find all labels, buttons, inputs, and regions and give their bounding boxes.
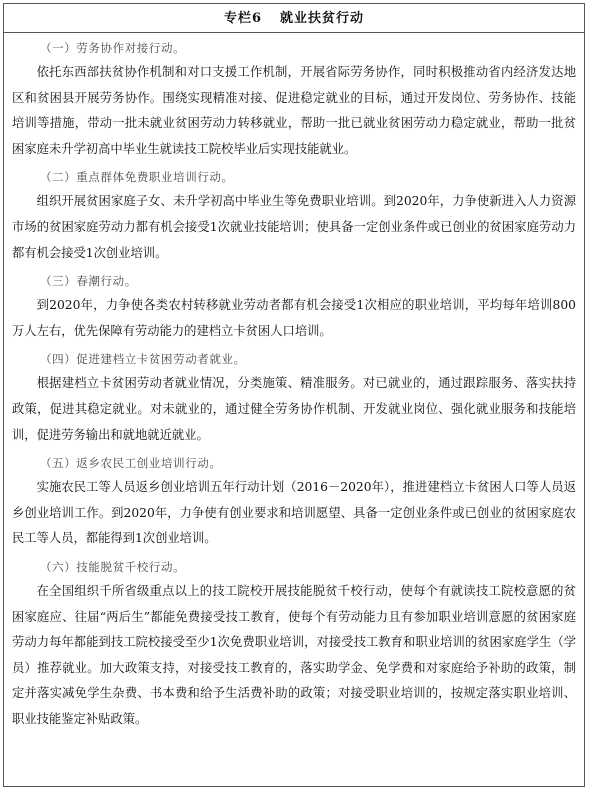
section-heading-1: （一）劳务协作对接行动。	[40, 41, 186, 55]
section-body-4: 根据建档立卡贫困劳动者就业情况，分类施策、精准服务。对已就业的，通过跟踪服务、落实扶持政策，促进其稳定就业。对未就业的，通过健全劳务协作机制、开发就业岗位、强化就业服务和技能培训，促进劳务输出和就地就近就业。	[12, 376, 576, 442]
section-body-3: 到2020年，力争使各类农村转移就业劳动者都有机会接受1次相应的职业培训，平均每年培训800万人左右，优先保障有劳动能力的建档立卡贫困人口培训。	[12, 298, 576, 338]
section-body-6: 在全国组织千所省级重点以上的技工院校开展技能脱贫千校行动，使每个有就读技工院校意愿的贫困家庭应、往届“两后生”都能免费接受技工教育，使每个有劳动能力且有参加职业培训意愿的贫困家庭劳动力每年都能到技工院校接受至少1次免费职业培训，对接受技工教育和职业培训的贫困家庭学生（学员）推荐就业。加大政策支持，对接受技工教育的，落实助学金、免学费和对家庭给予补助的政策，制定并落实减免学生杂费、书本费和给予生活费补助的政策；对接受职业培训的，按规定落实职业培训、职业技能鉴定补贴政策。	[12, 583, 576, 726]
section-heading-4: （四）促进建档立卡贫困劳动者就业。	[40, 352, 246, 367]
section-heading-6: （六）技能脱贫千校行动。	[40, 559, 186, 574]
section-heading-5: （五）返乡农民工创业培训行动。	[40, 456, 222, 471]
feature-box	[3, 3, 585, 787]
section-heading-3: （三）春潮行动。	[40, 274, 137, 289]
box-title-label: 专栏6	[223, 11, 263, 26]
section-body-5: 实施农民工等人员返乡创业培训五年行动计划（2016－2020年），推进建档立卡贫困人口等人员返乡创业培训工作。到2020年，力争使有创业要求和培训愿望、具备一定创业条件或已创业的贫困家庭农民工等人员，都能得到1次创业培训。	[12, 480, 576, 546]
section-body-1: 依托东西部扶贫协作机制和对口支援工作机制，开展省际劳务协作，同时积极推动省内经济发达地区和贫困县开展劳务协作。围绕实现精准对接、促进稳定就业的目标，通过开发岗位、劳务协作、技能培训等措施，带动一批未就业贫困劳动力转移就业，帮助一批已就业贫困劳动力稳定就业，帮助一批贫困家庭未升学初高中毕业生就读技工院校毕业后实现技能就业。	[12, 65, 576, 156]
section-heading-2: （二）重点群体免费职业培训行动。	[40, 170, 234, 185]
box-content	[4, 33, 584, 732]
box-title	[4, 4, 584, 33]
section-body-2: 组织开展贫困家庭子女、未升学初高中毕业生等免费职业培训。到2020年，力争使新进入人力资源市场的贫困家庭劳动力都有机会接受1次就业技能培训；使具备一定创业条件或已创业的贫困家庭劳动力都有机会接受1次创业培训。	[12, 194, 576, 260]
box-title-text: 就业扶贫行动	[280, 11, 365, 26]
